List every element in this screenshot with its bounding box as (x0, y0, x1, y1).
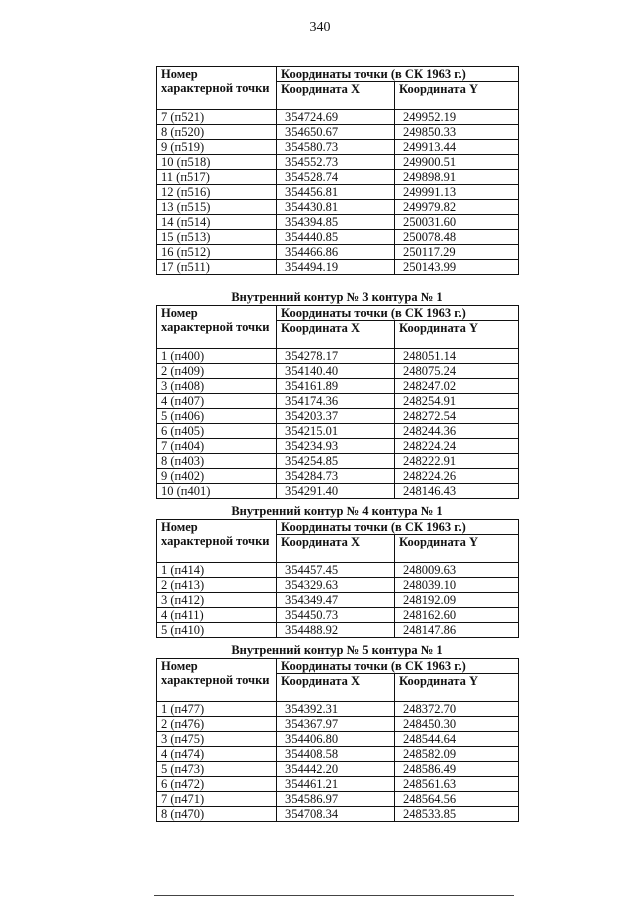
coordinates-table (156, 66, 519, 275)
point-number-cell: 4 (п411) (157, 608, 277, 623)
coordinate-x-cell: 354161.89 (277, 379, 395, 394)
point-number-cell: 8 (п403) (157, 454, 277, 469)
table-row (157, 762, 519, 777)
coordinate-y-cell: 250031.60 (395, 215, 519, 230)
coordinate-x-cell: 354203.37 (277, 409, 395, 424)
point-number-cell: 1 (п477) (157, 702, 277, 717)
table-row (157, 747, 519, 762)
table-row (157, 792, 519, 807)
header-coordinate-y: Координата Y (395, 321, 519, 349)
coordinate-x-cell: 354586.97 (277, 792, 395, 807)
point-number-cell: 9 (п519) (157, 140, 277, 155)
coordinate-y-cell: 248244.36 (395, 424, 519, 439)
header-coordinates: Координаты точки (в СК 1963 г.) (277, 67, 519, 82)
table-row (157, 469, 519, 484)
table-row (157, 563, 519, 578)
coordinate-x-cell: 354456.81 (277, 185, 395, 200)
coordinate-y-cell: 248222.91 (395, 454, 519, 469)
coordinate-x-cell: 354140.40 (277, 364, 395, 379)
point-number-cell: 6 (п472) (157, 777, 277, 792)
point-number-cell: 6 (п405) (157, 424, 277, 439)
coordinate-x-cell: 354329.63 (277, 578, 395, 593)
coordinate-x-cell: 354254.85 (277, 454, 395, 469)
coordinate-y-cell: 249952.19 (395, 110, 519, 125)
point-number-cell: 16 (п512) (157, 245, 277, 260)
coordinate-y-cell: 249979.82 (395, 200, 519, 215)
point-number-cell: 5 (п410) (157, 623, 277, 638)
coordinate-y-cell: 248544.64 (395, 732, 519, 747)
coordinate-y-cell: 248564.56 (395, 792, 519, 807)
point-number-cell: 12 (п516) (157, 185, 277, 200)
point-number-cell: 8 (п520) (157, 125, 277, 140)
coordinate-x-cell: 354461.21 (277, 777, 395, 792)
table-row (157, 170, 519, 185)
point-number-cell: 9 (п402) (157, 469, 277, 484)
table-row (157, 717, 519, 732)
point-number-cell: 5 (п473) (157, 762, 277, 777)
table-row (157, 200, 519, 215)
coordinate-y-cell: 250117.29 (395, 245, 519, 260)
point-number-cell: 3 (п412) (157, 593, 277, 608)
coordinate-x-cell: 354442.20 (277, 762, 395, 777)
table-row (157, 578, 519, 593)
point-number-cell: 15 (п513) (157, 230, 277, 245)
coordinate-y-cell: 250143.99 (395, 260, 519, 275)
point-number-cell: 10 (п518) (157, 155, 277, 170)
point-number-cell: 3 (п408) (157, 379, 277, 394)
table-row (157, 702, 519, 717)
coordinate-y-cell: 248586.49 (395, 762, 519, 777)
coordinates-table (156, 519, 519, 638)
coordinate-x-cell: 354234.93 (277, 439, 395, 454)
coordinate-x-cell: 354457.45 (277, 563, 395, 578)
coordinate-y-cell: 248224.26 (395, 469, 519, 484)
page-number: 340 (309, 20, 331, 35)
header-coordinate-y: Координата Y (395, 535, 519, 563)
coordinate-y-cell: 249850.33 (395, 125, 519, 140)
table-caption: Внутренний контур № 5 контура № 1 (231, 643, 443, 657)
table-row (157, 593, 519, 608)
table-row (157, 364, 519, 379)
coordinate-y-cell: 248039.10 (395, 578, 519, 593)
coordinate-y-cell: 248372.70 (395, 702, 519, 717)
table-row (157, 260, 519, 275)
coordinate-x-cell: 354552.73 (277, 155, 395, 170)
coordinate-y-cell: 248051.14 (395, 349, 519, 364)
table-row (157, 623, 519, 638)
header-coordinate-x: Координата X (277, 535, 395, 563)
coordinate-x-cell: 354406.80 (277, 732, 395, 747)
coordinates-table-block-inner-contour-4 (156, 504, 518, 638)
table-row (157, 155, 519, 170)
coordinate-x-cell: 354278.17 (277, 349, 395, 364)
header-coordinate-x: Координата X (277, 82, 395, 110)
coordinate-x-cell: 354708.34 (277, 807, 395, 822)
coordinate-y-cell: 248224.24 (395, 439, 519, 454)
page-bottom-rule (154, 895, 514, 896)
coordinate-x-cell: 354494.19 (277, 260, 395, 275)
coordinate-y-cell: 249991.13 (395, 185, 519, 200)
table-row (157, 484, 519, 499)
coordinate-x-cell: 354349.47 (277, 593, 395, 608)
coordinate-y-cell: 248533.85 (395, 807, 519, 822)
table-row (157, 454, 519, 469)
coordinate-x-cell: 354650.67 (277, 125, 395, 140)
table-row (157, 215, 519, 230)
coordinate-x-cell: 354392.31 (277, 702, 395, 717)
coordinate-y-cell: 248147.86 (395, 623, 519, 638)
table-row (157, 424, 519, 439)
point-number-cell: 5 (п406) (157, 409, 277, 424)
point-number-cell: 1 (п414) (157, 563, 277, 578)
coordinate-y-cell: 248561.63 (395, 777, 519, 792)
coordinate-y-cell: 248247.02 (395, 379, 519, 394)
point-number-cell: 14 (п514) (157, 215, 277, 230)
table-caption: Внутренний контур № 3 контура № 1 (231, 290, 443, 304)
table-row (157, 439, 519, 454)
header-coordinate-y: Координата Y (395, 674, 519, 702)
coordinate-y-cell: 248254.91 (395, 394, 519, 409)
point-number-cell: 10 (п401) (157, 484, 277, 499)
coordinates-table (156, 658, 519, 822)
coordinate-y-cell: 248582.09 (395, 747, 519, 762)
coordinate-x-cell: 354488.92 (277, 623, 395, 638)
point-number-cell: 2 (п413) (157, 578, 277, 593)
coordinate-x-cell: 354430.81 (277, 200, 395, 215)
coordinate-y-cell: 250078.48 (395, 230, 519, 245)
table-row (157, 732, 519, 747)
header-coordinate-x: Координата X (277, 321, 395, 349)
coordinate-x-cell: 354408.58 (277, 747, 395, 762)
point-number-cell: 4 (п407) (157, 394, 277, 409)
coordinate-y-cell: 248009.63 (395, 563, 519, 578)
table-row (157, 245, 519, 260)
header-point-number: Номер характерной точки (157, 659, 277, 702)
coordinate-y-cell: 248162.60 (395, 608, 519, 623)
header-coordinates: Координаты точки (в СК 1963 г.) (277, 520, 519, 535)
coordinate-y-cell: 248146.43 (395, 484, 519, 499)
point-number-cell: 7 (п404) (157, 439, 277, 454)
coordinate-x-cell: 354367.97 (277, 717, 395, 732)
table-row (157, 409, 519, 424)
table-row (157, 185, 519, 200)
table-row (157, 608, 519, 623)
point-number-cell: 11 (п517) (157, 170, 277, 185)
coordinate-x-cell: 354466.86 (277, 245, 395, 260)
coordinate-x-cell: 354174.36 (277, 394, 395, 409)
coordinates-table-block-1 (156, 66, 518, 275)
coordinate-x-cell: 354291.40 (277, 484, 395, 499)
coordinate-y-cell: 248450.30 (395, 717, 519, 732)
table-row (157, 349, 519, 364)
coordinates-table-block-inner-contour-3 (156, 290, 518, 499)
coordinate-y-cell: 249913.44 (395, 140, 519, 155)
point-number-cell: 13 (п515) (157, 200, 277, 215)
point-number-cell: 7 (п521) (157, 110, 277, 125)
table-row (157, 807, 519, 822)
header-point-number: Номер характерной точки (157, 520, 277, 563)
coordinate-x-cell: 354450.73 (277, 608, 395, 623)
coordinate-y-cell: 249900.51 (395, 155, 519, 170)
coordinate-y-cell: 248192.09 (395, 593, 519, 608)
coordinate-x-cell: 354284.73 (277, 469, 395, 484)
point-number-cell: 2 (п409) (157, 364, 277, 379)
header-coordinate-y: Координата Y (395, 82, 519, 110)
table-row (157, 140, 519, 155)
coordinates-table-block-inner-contour-5 (156, 643, 518, 822)
point-number-cell: 4 (п474) (157, 747, 277, 762)
header-coordinates: Координаты точки (в СК 1963 г.) (277, 659, 519, 674)
coordinate-y-cell: 248075.24 (395, 364, 519, 379)
coordinate-x-cell: 354394.85 (277, 215, 395, 230)
coordinate-x-cell: 354724.69 (277, 110, 395, 125)
table-row (157, 110, 519, 125)
table-row (157, 125, 519, 140)
coordinate-y-cell: 248272.54 (395, 409, 519, 424)
coordinate-x-cell: 354580.73 (277, 140, 395, 155)
header-point-number: Номер характерной точки (157, 306, 277, 349)
header-point-number: Номер характерной точки (157, 67, 277, 110)
point-number-cell: 17 (п511) (157, 260, 277, 275)
table-row (157, 230, 519, 245)
point-number-cell: 3 (п475) (157, 732, 277, 747)
coordinate-x-cell: 354215.01 (277, 424, 395, 439)
coordinate-x-cell: 354440.85 (277, 230, 395, 245)
coordinates-table (156, 305, 519, 499)
table-caption: Внутренний контур № 4 контура № 1 (231, 504, 443, 518)
table-row (157, 777, 519, 792)
point-number-cell: 8 (п470) (157, 807, 277, 822)
point-number-cell: 2 (п476) (157, 717, 277, 732)
header-coordinates: Координаты точки (в СК 1963 г.) (277, 306, 519, 321)
point-number-cell: 1 (п400) (157, 349, 277, 364)
table-row (157, 379, 519, 394)
header-coordinate-x: Координата X (277, 674, 395, 702)
coordinate-x-cell: 354528.74 (277, 170, 395, 185)
point-number-cell: 7 (п471) (157, 792, 277, 807)
coordinate-y-cell: 249898.91 (395, 170, 519, 185)
table-row (157, 394, 519, 409)
